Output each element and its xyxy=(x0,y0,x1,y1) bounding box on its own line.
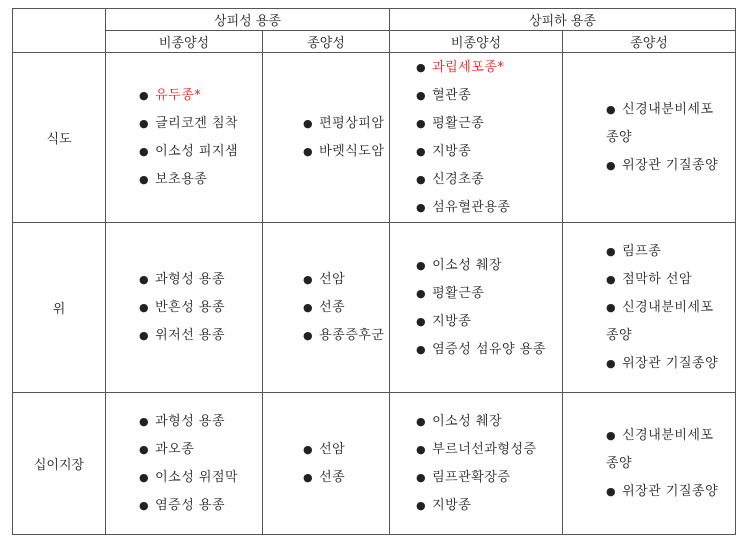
bullet-icon: ● xyxy=(416,172,427,186)
list-item: ● 위장관 기질종양 xyxy=(606,483,719,499)
bullet-icon: ● xyxy=(303,144,314,158)
header-row-1 xyxy=(13,9,736,31)
bullet-icon: ● xyxy=(303,300,314,314)
list-item: ● 신경내분비세포종양 xyxy=(606,427,714,471)
list-item: ● 용종증후군 xyxy=(303,327,385,343)
list-item: ● 이소성 췌장 xyxy=(416,413,503,429)
list-item: ● 위장관 기질종양 xyxy=(606,355,719,371)
cell-submucosal-neoplastic xyxy=(563,53,736,223)
bullet-icon: ● xyxy=(139,300,150,314)
list-item: ● 선종 xyxy=(303,299,346,315)
list-item: ● 선암 xyxy=(303,441,346,457)
bullet-icon: ● xyxy=(416,88,427,102)
list-item: ● 선종 xyxy=(303,469,346,485)
bullet-icon: ● xyxy=(416,258,427,272)
list-item: ● 과립세포종* xyxy=(416,59,505,75)
row-label: 십이지장 xyxy=(13,393,106,535)
row-label: 식도 xyxy=(13,53,106,223)
corner-cell xyxy=(13,9,106,53)
list-item: ● 염증성 용종 xyxy=(139,497,226,513)
cell-submucosal-nonneoplastic xyxy=(390,393,563,535)
table-row-stomach xyxy=(13,223,736,393)
bullet-icon: ● xyxy=(416,314,427,328)
list-item: ● 지방종 xyxy=(416,497,472,513)
cell-mucosal-nonneoplastic xyxy=(106,223,263,393)
cell-mucosal-nonneoplastic xyxy=(106,53,263,223)
bullet-icon: ● xyxy=(303,272,314,286)
list-item: ● 이소성 췌장 xyxy=(416,257,503,273)
bullet-icon: ● xyxy=(606,484,617,498)
header-neoplastic-submucosal: 종양성 xyxy=(563,31,736,53)
list-item: ● 림프종 xyxy=(606,243,662,259)
list-item: ● 지방종 xyxy=(416,313,472,329)
bullet-icon: ● xyxy=(606,300,617,314)
list-item: ● 신경초종 xyxy=(416,171,485,187)
header-row-2 xyxy=(13,31,736,53)
list-item: ● 신경내분비세포종양 xyxy=(606,299,714,343)
list-item: ● 지방종 xyxy=(416,143,472,159)
list-item: ● 혈관종 xyxy=(416,87,472,103)
bullet-icon: ● xyxy=(139,172,150,186)
bullet-icon: ● xyxy=(416,498,427,512)
header-nonneoplastic-submucosal: 비종양성 xyxy=(390,31,563,53)
bullet-icon: ● xyxy=(139,442,150,456)
bullet-icon: ● xyxy=(303,470,314,484)
header-mucosal: 상피성 용종 xyxy=(106,9,390,31)
bullet-icon: ● xyxy=(139,414,150,428)
list-item: ● 평활근종 xyxy=(416,285,485,301)
list-item: ● 과형성 용종 xyxy=(139,271,226,287)
bullet-icon: ● xyxy=(139,470,150,484)
cell-mucosal-neoplastic xyxy=(263,53,390,223)
polyp-classification-table xyxy=(12,8,736,535)
cell-mucosal-neoplastic xyxy=(263,393,390,535)
list-item: ● 바렛식도암 xyxy=(303,143,385,159)
list-item: ● 반흔성 용종 xyxy=(139,299,226,315)
bullet-icon: ● xyxy=(416,200,427,214)
table-row-duodenum xyxy=(13,393,736,535)
bullet-icon: ● xyxy=(606,158,617,172)
cell-submucosal-nonneoplastic xyxy=(390,53,563,223)
bullet-icon: ● xyxy=(139,144,150,158)
list-item: ● 유두종* xyxy=(139,87,202,103)
bullet-icon: ● xyxy=(416,60,427,74)
cell-submucosal-neoplastic xyxy=(563,223,736,393)
header-submucosal: 상피하 용종 xyxy=(390,9,736,31)
list-item: ● 이소성 피지샘 xyxy=(139,143,239,159)
cell-mucosal-nonneoplastic xyxy=(106,393,263,535)
list-item: ● 부르너선과형성증 xyxy=(416,441,537,457)
bullet-icon: ● xyxy=(416,116,427,130)
list-item: ● 선암 xyxy=(303,271,346,287)
bullet-icon: ● xyxy=(139,498,150,512)
list-item: ● 과오종 xyxy=(139,441,195,457)
bullet-icon: ● xyxy=(139,116,150,130)
header-neoplastic-mucosal: 종양성 xyxy=(263,31,390,53)
bullet-icon: ● xyxy=(139,88,150,102)
bullet-icon: ● xyxy=(303,328,314,342)
list-item: ● 섬유혈관용종 xyxy=(416,199,511,215)
list-item: ● 글리코겐 침착 xyxy=(139,115,239,131)
bullet-icon: ● xyxy=(606,102,617,116)
list-item: ● 평활근종 xyxy=(416,115,485,131)
header-nonneoplastic-mucosal: 비종양성 xyxy=(106,31,263,53)
list-item: ● 위저선 용종 xyxy=(139,327,226,343)
cell-submucosal-nonneoplastic xyxy=(390,223,563,393)
bullet-icon: ● xyxy=(416,442,427,456)
list-item: ● 과형성 용종 xyxy=(139,413,226,429)
bullet-icon: ● xyxy=(416,414,427,428)
bullet-icon: ● xyxy=(139,328,150,342)
list-item: ● 편평상피암 xyxy=(303,115,385,131)
bullet-icon: ● xyxy=(606,244,617,258)
bullet-icon: ● xyxy=(606,272,617,286)
list-item: ● 위장관 기질종양 xyxy=(606,157,719,173)
bullet-icon: ● xyxy=(303,116,314,130)
list-item: ● 보초용종 xyxy=(139,171,208,187)
cell-submucosal-neoplastic xyxy=(563,393,736,535)
list-item: ● 이소성 위점막 xyxy=(139,469,239,485)
cell-mucosal-neoplastic xyxy=(263,223,390,393)
list-item: ● 점막하 선암 xyxy=(606,271,693,287)
bullet-icon: ● xyxy=(606,428,617,442)
bullet-icon: ● xyxy=(606,356,617,370)
bullet-icon: ● xyxy=(416,286,427,300)
bullet-icon: ● xyxy=(303,442,314,456)
bullet-icon: ● xyxy=(416,144,427,158)
list-item: ● 염증성 섬유양 용종 xyxy=(416,341,546,357)
row-label: 위 xyxy=(13,223,106,393)
bullet-icon: ● xyxy=(139,272,150,286)
table-row-esophagus xyxy=(13,53,736,223)
bullet-icon: ● xyxy=(416,342,427,356)
bullet-icon: ● xyxy=(416,470,427,484)
list-item: ● 신경내분비세포종양 xyxy=(606,101,714,145)
list-item: ● 림프관확장증 xyxy=(416,469,511,485)
